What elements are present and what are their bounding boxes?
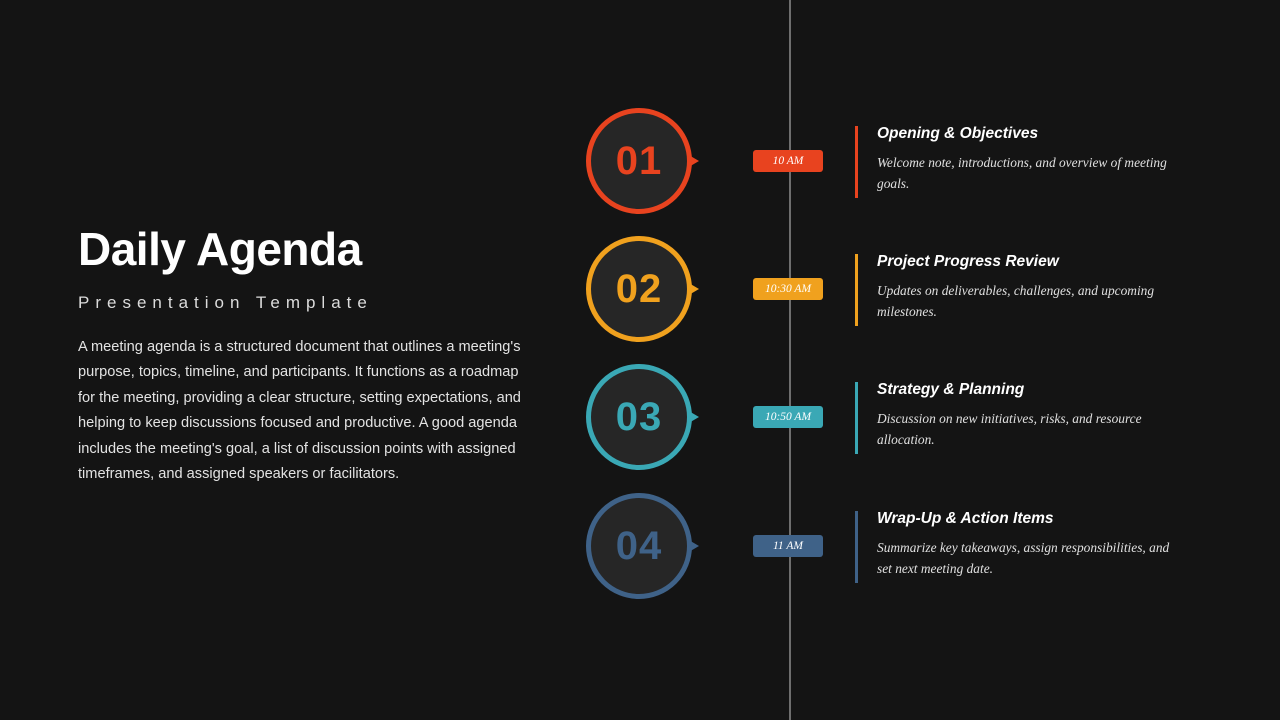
time-chip[interactable]: 11 AM [753, 535, 823, 557]
step-number: 03 [615, 394, 663, 439]
page-body-text: A meeting agenda is a structured document that outlines a meeting's purpose, topics, timeline, and participants. It functions as a roadmap for the meeting, providing a clear structure, setting expectations, and helping to keep discussions focused and productive. A good agenda includes the meeting's goal, a list of discussion points with assigned timeframes, and assigned speakers or facilitators. [78, 338, 521, 483]
step-number: 04 [615, 523, 663, 568]
accent-bar [855, 254, 858, 326]
item-description: Discussion on new initiatives, risks, and resource allocation. [877, 411, 1142, 448]
step-number-circle [586, 108, 692, 214]
timeline-text-block [855, 509, 1195, 579]
item-title: Opening & Objectives [877, 125, 1039, 142]
accent-bar [855, 511, 858, 583]
accent-bar [855, 126, 858, 198]
time-chip[interactable]: 10 AM [753, 150, 823, 172]
timeline-row [0, 493, 1280, 613]
timeline-row [0, 364, 1280, 484]
step-number-circle [586, 236, 692, 342]
timeline-text-block [855, 124, 1195, 194]
item-title: Project Progress Review [877, 253, 1059, 270]
step-number-circle [586, 493, 692, 599]
item-description: Updates on deliverables, challenges, and upcoming milestones. [877, 283, 1155, 320]
page-subtitle: Presentation Template [78, 292, 373, 312]
timeline-row [0, 108, 1280, 228]
timeline-badge-1[interactable] [586, 108, 711, 228]
time-chip[interactable]: 10:30 AM [753, 278, 823, 300]
time-chip[interactable]: 10:50 AM [753, 406, 823, 428]
item-description: Summarize key takeaways, assign responsibilities, and set next meeting date. [877, 540, 1170, 577]
timeline-text-block [855, 252, 1195, 322]
item-description: Welcome note, introductions, and overview of meeting goals. [877, 155, 1167, 192]
step-number: 01 [615, 138, 663, 183]
item-title: Strategy & Planning [877, 381, 1025, 398]
timeline-badge-2[interactable] [586, 236, 711, 356]
timeline-badge-3[interactable] [586, 364, 711, 484]
timeline-badge-4[interactable] [586, 493, 711, 613]
timeline-text-block [855, 380, 1195, 450]
page-title: Daily Agenda [78, 223, 362, 275]
item-title: Wrap-Up & Action Items [877, 510, 1054, 527]
step-number: 02 [615, 266, 663, 311]
step-number-circle [586, 364, 692, 470]
timeline-row [0, 236, 1280, 356]
accent-bar [855, 382, 858, 454]
